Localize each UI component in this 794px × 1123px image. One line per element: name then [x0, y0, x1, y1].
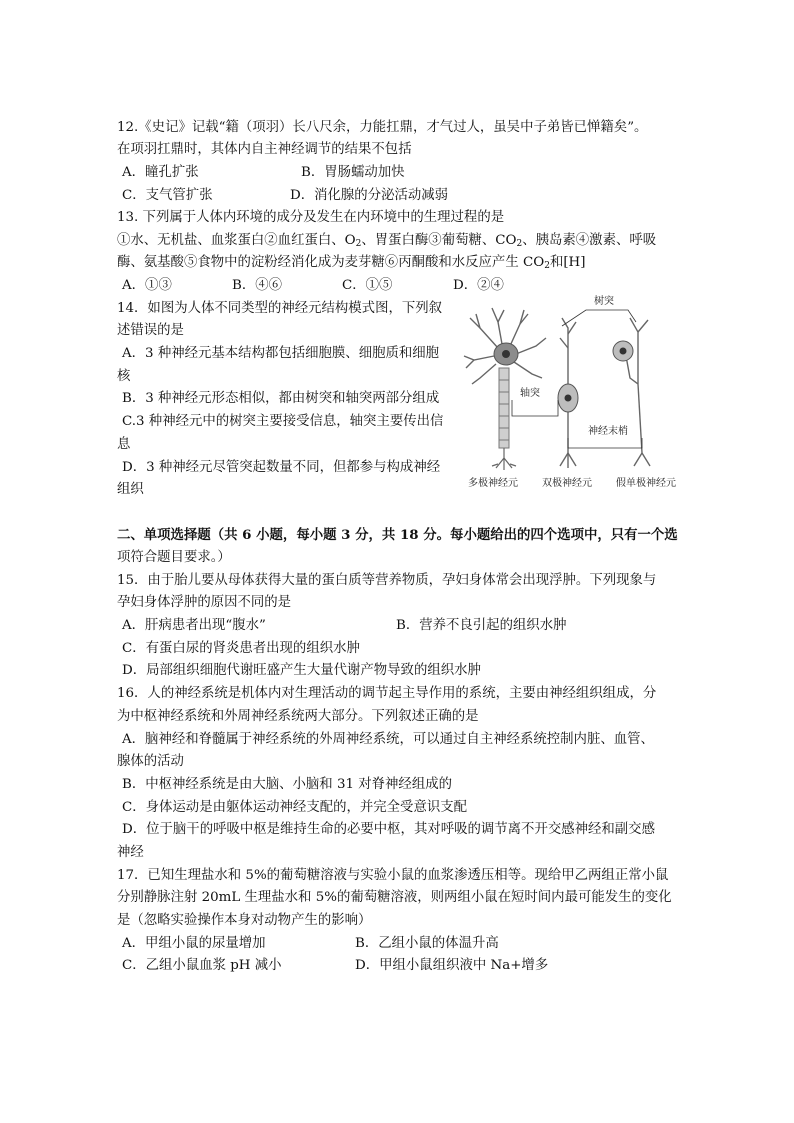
- section2-heading-line1: 二、单项选择题（共 6 小题，每小题 3 分，共 18 分。每小题给出的四个选项中，只有一个选: [117, 527, 678, 543]
- q12-option-c: C．支气管扩张: [122, 188, 213, 203]
- q17-option-d: D．甲组小鼠组织液中 Na+增多: [355, 958, 549, 973]
- q14-option-a-line2: 核: [117, 369, 131, 384]
- label-dendrite: 树突: [594, 296, 614, 307]
- q16-option-d-line1: D．位于脑干的呼吸中枢是维持生命的必要中枢，其对呼吸的调节离不开交感神经和副交感: [122, 822, 655, 837]
- q17-stem-line3: 是（忽略实验操作本身对动物产生的影响）: [117, 913, 372, 928]
- q12-option-b: B．胃肠蠕动加快: [301, 165, 405, 180]
- q13-option-a: A．①③: [122, 278, 172, 293]
- caption-multipolar: 多极神经元: [468, 478, 518, 489]
- q13-option-c: C．①⑤: [342, 278, 393, 293]
- caption-bipolar: 双极神经元: [542, 478, 592, 489]
- q14-option-c-line1: C.3 种神经元中的树突主要接受信息，轴突主要传出信: [122, 414, 444, 429]
- q14-option-b: B．3 种神经元形态相似，都由树突和轴突两部分组成: [122, 391, 440, 406]
- neuron-types-figure: [458, 288, 688, 493]
- q17-option-a: A．甲组小鼠的尿量增加: [122, 936, 266, 951]
- q15-option-b: B．营养不良引起的组织水肿: [396, 618, 567, 633]
- q14-option-d-line1: D．3 种神经元尽管突起数量不同，但都参与构成神经: [122, 460, 441, 475]
- q13-stem-line2: ①水、无机盐、血浆蛋白②血红蛋白、$O_2$、胃蛋白酶③葡萄糖、$CO_2$、胰岛素④激素、呼吸: [117, 233, 657, 249]
- q13-option-d: D．②④: [453, 278, 504, 293]
- q15-option-c: C．有蛋白尿的肾炎患者出现的组织水肿: [122, 641, 360, 656]
- q14-option-a-line1: A．3 种神经元基本结构都包括细胞膜、细胞质和细胞: [122, 346, 440, 361]
- q16-option-a-line1: A．脑神经和脊髓属于神经系统的外周神经系统，可以通过自主神经系统控制内脏、血管、: [122, 732, 654, 747]
- q16-option-a-line2: 腺体的活动: [117, 754, 184, 769]
- q13-option-b: B．④⑥: [232, 278, 283, 293]
- q13-stem-line3: 酶、氨基酸⑤食物中的淀粉经消化成为麦芽糖⑥丙酮酸和水反应产生 $CO_2$和[H]: [117, 255, 586, 271]
- q15-option-a: A．肝病患者出现“腹水”: [122, 618, 266, 633]
- q15-stem-line2: 孕妇身体浮肿的原因不同的是: [117, 595, 292, 610]
- q16-stem-line1: 16．人的神经系统是机体内对生理活动的调节起主导作用的系统，主要由神经组织组成，分: [117, 686, 657, 701]
- q17-option-c: C．乙组小鼠血浆 pH 减小: [122, 958, 282, 973]
- q12-option-d: D．消化腺的分泌活动减弱: [290, 188, 449, 203]
- q16-stem-line2: 为中枢神经系统和外周神经系统两大部分。下列叙述正确的是: [117, 709, 479, 724]
- q15-option-d: D．局部组织细胞代谢旺盛产生大量代谢产物导致的组织水肿: [122, 663, 481, 678]
- q17-stem-line1: 17．已知生理盐水和 5%的葡萄糖溶液与实验小鼠的血浆渗透压相等。现给甲乙两组正常小鼠: [117, 868, 669, 883]
- q12-option-a: A．瞳孔扩张: [122, 165, 199, 180]
- q14-option-c-line2: 息: [117, 437, 131, 452]
- q12-stem-line2: 在项羽扛鼎时，其体内自主神经调节的结果不包括: [117, 142, 412, 157]
- q14-option-d-line2: 组织: [117, 482, 144, 497]
- caption-pseudounipolar: 假单极神经元: [616, 478, 676, 489]
- q16-option-d-line2: 神经: [117, 845, 144, 860]
- q14-stem-line2: 述错误的是: [117, 323, 184, 338]
- label-axon: 轴突: [520, 388, 540, 399]
- q17-option-b: B．乙组小鼠的体温升高: [355, 936, 499, 951]
- q16-option-c: C．身体运动是由躯体运动神经支配的，并完全受意识支配: [122, 800, 468, 815]
- q16-option-b: B．中枢神经系统是由大脑、小脑和 31 对脊神经组成的: [122, 777, 452, 792]
- q13-stem-line1: 13. 下列属于人体内环境的成分及发生在内环境中的生理过程的是: [117, 210, 505, 225]
- label-nerve-terminal: 神经末梢: [588, 426, 628, 437]
- q17-stem-line2: 分别静脉注射 20mL 生理盐水和 5%的葡萄糖溶液，则两组小鼠在短时间内最可能发生的变化: [117, 890, 672, 905]
- section2-heading-line2: 项符合题目要求。）: [117, 550, 231, 565]
- q15-stem-line1: 15．由于胎儿要从母体获得大量的蛋白质等营养物质，孕妇身体常会出现浮肿。下列现象与: [117, 573, 657, 588]
- q12-stem-line1: 12.《史记》记载“籍（项羽）长八尺余，力能扛鼎，才气过人，虽吴中子弟皆已惮籍矣”。: [117, 120, 648, 135]
- q14-stem-line1: 14．如图为人体不同类型的神经元结构模式图，下列叙: [117, 301, 443, 316]
